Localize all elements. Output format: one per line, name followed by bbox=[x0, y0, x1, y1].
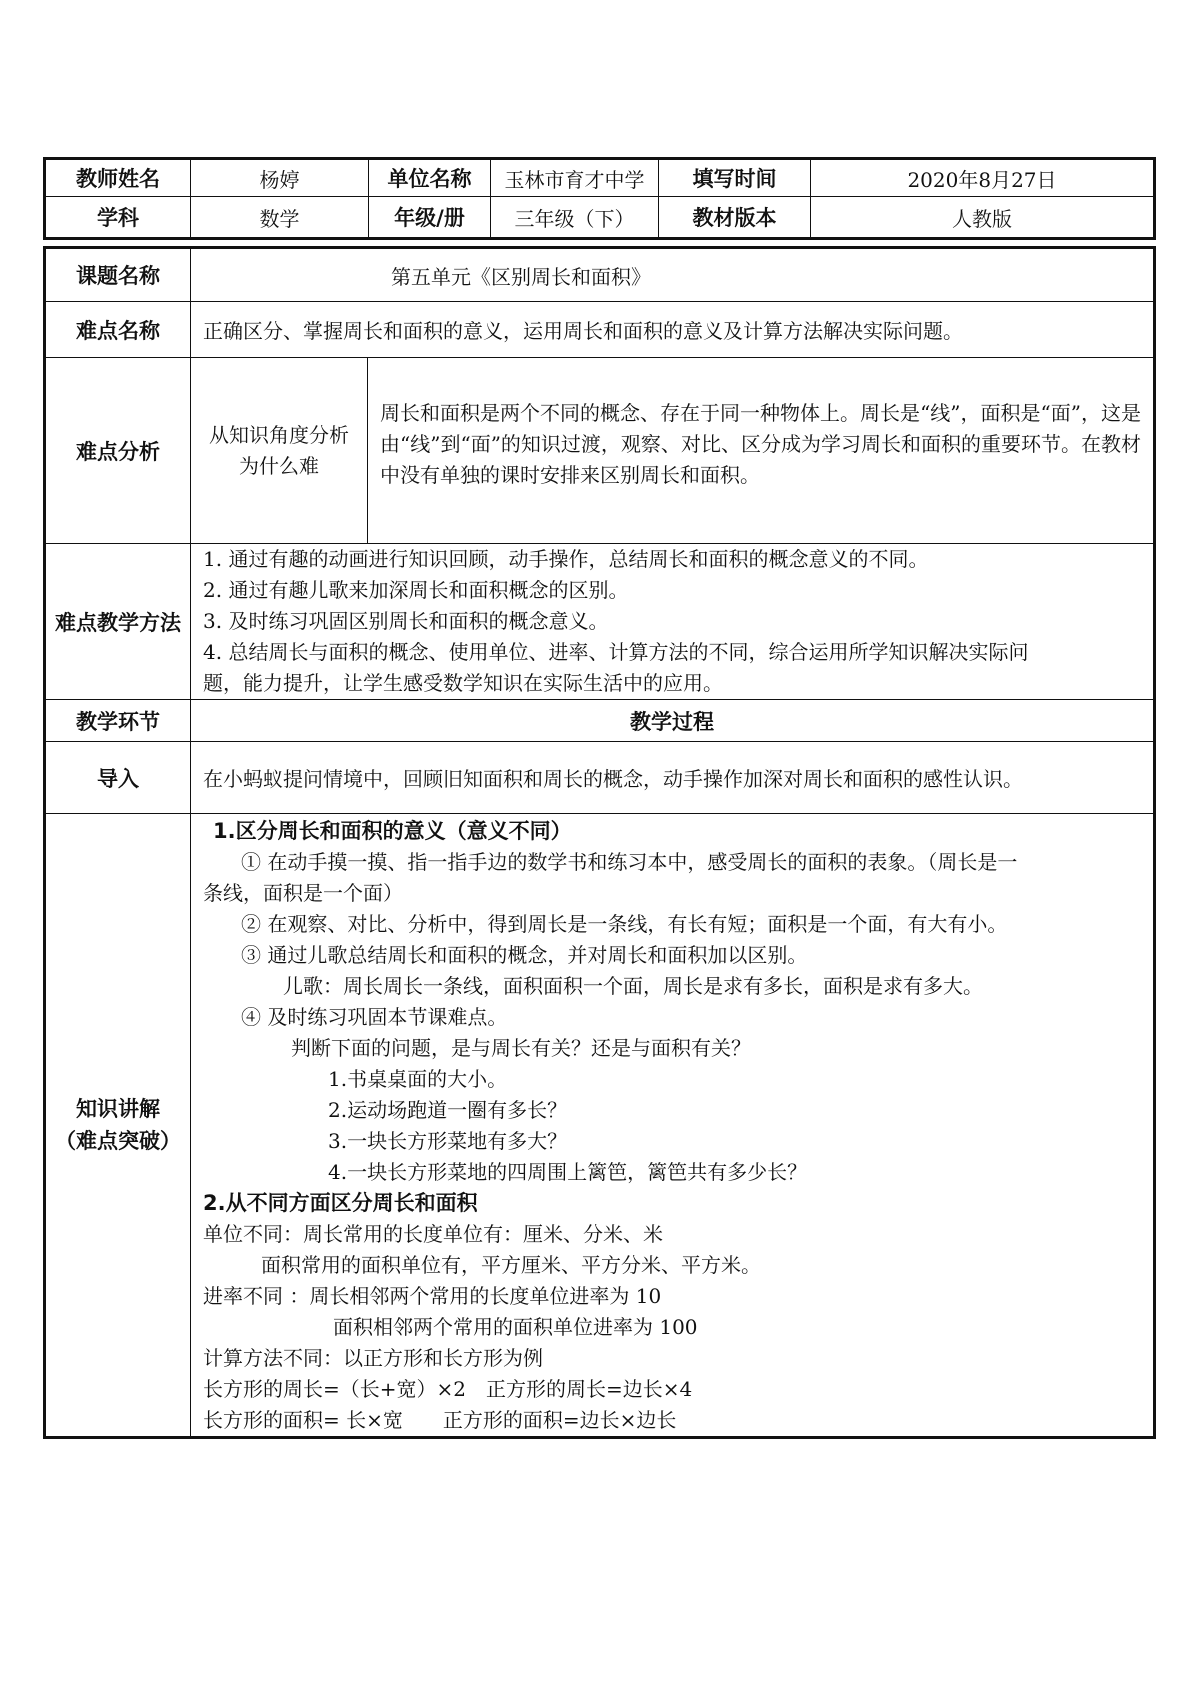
teacher-label: 教师姓名 bbox=[45, 159, 191, 197]
topic-text: 第五单元《区别周长和面积》 bbox=[391, 264, 651, 289]
question-prompt: 判断下面的问题，是与周长有关？还是与面积有关？ bbox=[291, 1036, 751, 1060]
formula: 长方形的面积= 长×宽 正方形的面积=边长×边长 bbox=[203, 1408, 677, 1432]
topic-row bbox=[45, 248, 1155, 302]
main-table bbox=[43, 246, 1156, 1439]
paragraph: 条线，面积是一个面） bbox=[203, 881, 403, 905]
method-item: 2. 通过有趣儿歌来加深周长和面积概念的区别。 bbox=[203, 578, 629, 602]
grade-value: 三年级（下） bbox=[491, 197, 659, 239]
analysis-text: 周长和面积是两个不同的概念、存在于同一种物体上。周长是“线”，面积是“面”，这是由“线”到“面”的知识过渡，观察、对比、区分成为学习周长和面积的重要环节。在教材中没有单独的课时安排来区别周长和面积。 bbox=[368, 358, 1155, 544]
question-item: 3.一块长方形菜地有多大？ bbox=[328, 1129, 568, 1153]
method-item: 3. 及时练习巩固区别周长和面积的概念意义。 bbox=[203, 609, 609, 633]
knowledge-label-line1: 知识讲解 bbox=[76, 1097, 160, 1121]
difficulty-value: 正确区分、掌握周长和面积的意义，运用周长和面积的意义及计算方法解决实际问题。 bbox=[191, 302, 1155, 358]
question-item: 4.一块长方形菜地的四周围上篱笆，篱笆共有多少长？ bbox=[328, 1160, 808, 1184]
info-table bbox=[43, 157, 1156, 240]
knowledge-row bbox=[45, 814, 1155, 1438]
analysis-label: 难点分析 bbox=[45, 358, 191, 544]
paragraph: ③ 通过儿歌总结周长和面积的概念，并对周长和面积加以区别。 bbox=[241, 943, 808, 967]
section-heading: 1.区分周长和面积的意义（意义不同） bbox=[213, 819, 572, 843]
formula: 长方形的周长=（长+宽）×2 正方形的周长=边长×4 bbox=[203, 1377, 693, 1401]
subject-label: 学科 bbox=[45, 197, 191, 239]
intro-row bbox=[45, 742, 1155, 814]
lesson-plan-sheet bbox=[43, 157, 1153, 1439]
grade-label: 年级/册 bbox=[369, 197, 491, 239]
paragraph: ④ 及时练习巩固本节课难点。 bbox=[241, 1005, 508, 1029]
process-label: 教学过程 bbox=[191, 700, 1155, 742]
knowledge-label-line2: （难点突破） bbox=[55, 1129, 181, 1153]
stage-label: 教学环节 bbox=[45, 700, 191, 742]
info-row-2 bbox=[45, 197, 1155, 239]
difficulty-row bbox=[45, 302, 1155, 358]
subject-value: 数学 bbox=[191, 197, 369, 239]
paragraph: ② 在观察、对比、分析中，得到周长是一条线，有长有短；面积是一个面，有大有小。 bbox=[241, 912, 1008, 936]
methods-list bbox=[191, 544, 1155, 700]
teacher-value: 杨婷 bbox=[191, 159, 369, 197]
children-song: 儿歌：周长周长一条线，面积面积一个面，周长是求有多长，面积是求有多大。 bbox=[283, 974, 983, 998]
edition-value: 人教版 bbox=[811, 197, 1155, 239]
question-item: 1.书桌桌面的大小。 bbox=[328, 1067, 508, 1091]
info-row-1 bbox=[45, 159, 1155, 197]
section-heading: 2.从不同方面区分周长和面积 bbox=[203, 1191, 478, 1215]
topic-value bbox=[191, 248, 1155, 302]
analysis-sub-label: 从知识角度分析为什么难 bbox=[191, 358, 368, 544]
paragraph: 面积常用的面积单位有，平方厘米、平方分米、平方米。 bbox=[261, 1253, 761, 1277]
paragraph: 单位不同：周长常用的长度单位有：厘米、分米、米 bbox=[203, 1222, 663, 1246]
paragraph: 进率不同 ：周长相邻两个常用的长度单位进率为 10 bbox=[203, 1284, 662, 1308]
question-item: 2.运动场跑道一圈有多长？ bbox=[328, 1098, 568, 1122]
paragraph: 面积相邻两个常用的面积单位进率为 100 bbox=[333, 1315, 698, 1339]
paragraph: ① 在动手摸一摸、指一指手边的数学书和练习本中，感受周长的面积的表象。（周长是一 bbox=[241, 850, 1018, 874]
paragraph: 计算方法不同：以正方形和长方形为例 bbox=[203, 1346, 543, 1370]
method-item: 1. 通过有趣的动画进行知识回顾，动手操作，总结周长和面积的概念意义的不同。 bbox=[203, 547, 929, 571]
date-value: 2020年8月27日 bbox=[811, 159, 1155, 197]
difficulty-label: 难点名称 bbox=[45, 302, 191, 358]
process-header-row bbox=[45, 700, 1155, 742]
unit-value: 玉林市育才中学 bbox=[491, 159, 659, 197]
method-item: 4. 总结周长与面积的概念、使用单位、进率、计算方法的不同，综合运用所学知识解决实际问 bbox=[203, 640, 1029, 664]
edition-label: 教材版本 bbox=[659, 197, 811, 239]
analysis-row bbox=[45, 358, 1155, 544]
unit-label: 单位名称 bbox=[369, 159, 491, 197]
intro-text: 在小蚂蚁提问情境中，回顾旧知面积和周长的概念，动手操作加深对周长和面积的感性认识。 bbox=[191, 742, 1155, 814]
method-item: 题，能力提升，让学生感受数学知识在实际生活中的应用。 bbox=[203, 671, 723, 695]
knowledge-label bbox=[45, 814, 191, 1438]
date-label: 填写时间 bbox=[659, 159, 811, 197]
methods-row bbox=[45, 544, 1155, 700]
intro-label: 导入 bbox=[45, 742, 191, 814]
knowledge-content bbox=[191, 814, 1155, 1438]
topic-label: 课题名称 bbox=[45, 248, 191, 302]
methods-label: 难点教学方法 bbox=[45, 544, 191, 700]
